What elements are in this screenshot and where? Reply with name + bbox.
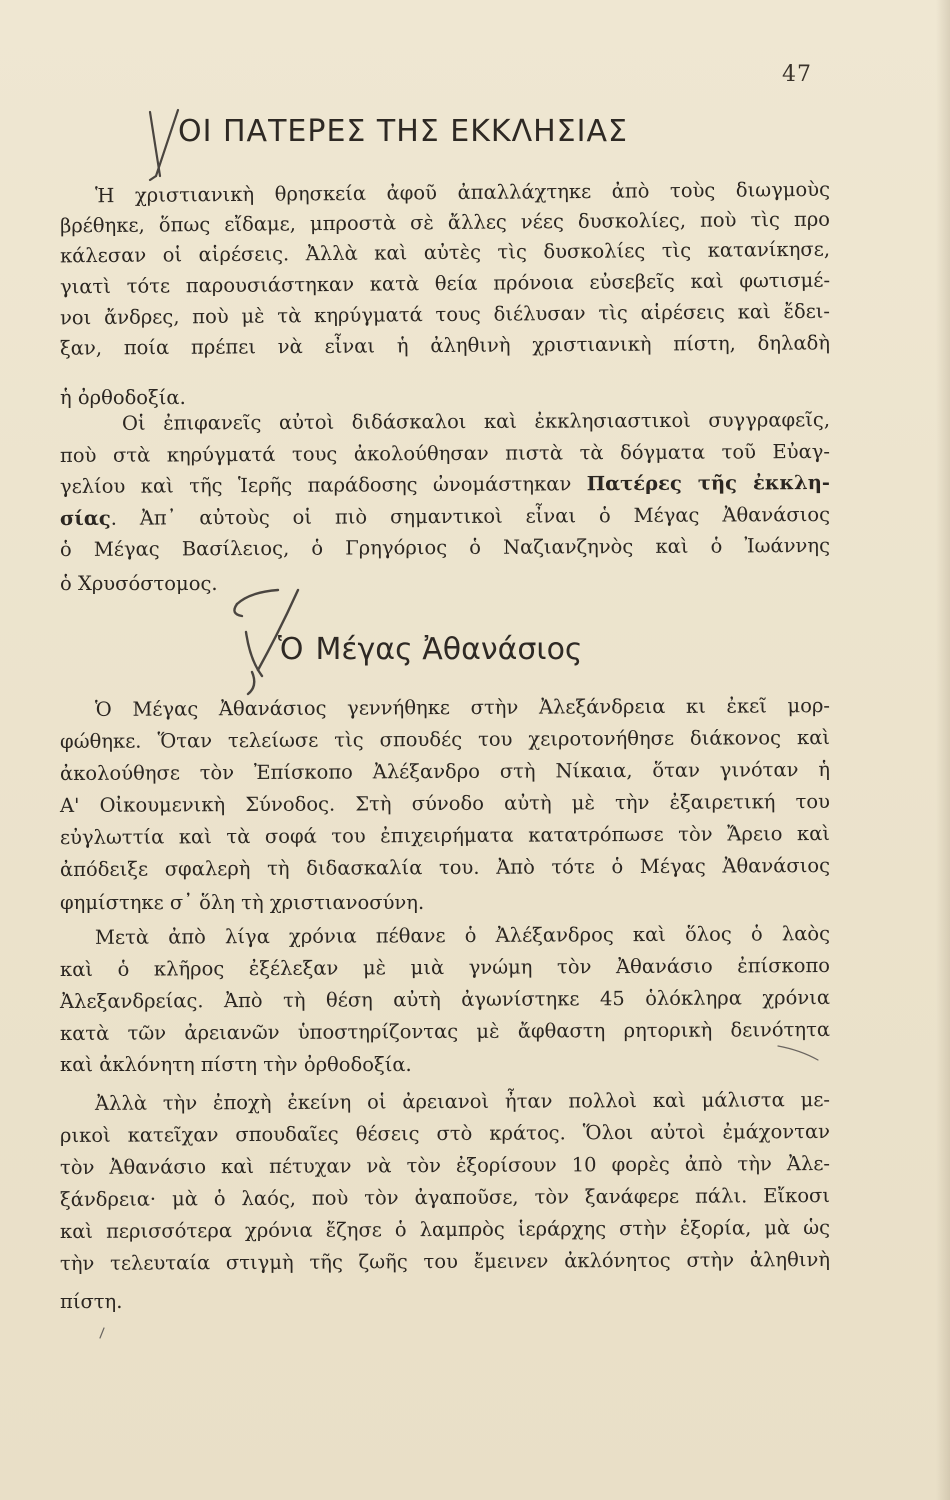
text-line: ποὺ στὰ κηρύγματά τους ἀκολούθησαν πιστὰ τὰ δόγματα τοῦ Εὐαγ-	[59, 439, 831, 468]
text-line: ὁ Χρυσόστομος.	[60, 572, 218, 595]
text-line: βρέθηκε, ὅπως εἴδαμε, μπροστὰ σὲ ἄλλες νέες δυσκολίες, ποὺ τὶς προ	[59, 207, 831, 238]
text-line: ρικοὶ κατεῖχαν σπουδαῖες θέσεις στὸ κράτος. Ὅλοι αὐτοὶ ἐμάχονταν	[59, 1119, 831, 1148]
bold-term-church: σίας	[59, 506, 111, 531]
text-line: ἡ ὀρθοδοξία.	[60, 386, 186, 409]
text-fragment: . Ἀπ᾿ αὐτοὺς οἱ πιὸ σημαντικοὶ εἶναι ὁ Μέγας Ἀθανάσιος	[110, 502, 831, 530]
text-line	[59, 470, 831, 499]
text-line: καὶ ἀκλόνητη πίστη τὴν ὀρθοδοξία.	[60, 1053, 412, 1076]
text-line: νοι ἄνδρες, ποὺ μὲ τὰ κηρύγματά τους διέλυσαν τὶς αἱρέσεις καὶ ἔδει-	[59, 299, 831, 330]
text-line: ξαν, ποία πρέπει νὰ εἶναι ἡ ἀληθινὴ χριστιανικὴ πίστη, δηλαδὴ	[59, 331, 831, 360]
text-line: Ἡ χριστιανικὴ θρησκεία ἀφοῦ ἀπαλλάχτηκε ἀπὸ τοὺς διωγμοὺς	[94, 177, 831, 208]
text-line: ἀπόδειξε σφαλερὴ τὴ διδασκαλία του. Ἀπὸ τότε ὁ Μέγας Ἀθανάσιος	[59, 853, 831, 882]
text-line	[59, 502, 831, 531]
text-line: φημίστηκε σ᾿ ὅλη τὴ χριστιανοσύνη.	[60, 891, 425, 914]
section-title-athanasius	[278, 632, 583, 667]
text-line: Ἀλλὰ τὴν ἐποχὴ ἐκείνη οἱ ἀρειανοὶ ἦταν πολλοὶ καὶ μάλιστα με-	[94, 1088, 831, 1115]
text-line: καὶ περισσότερα χρόνια ἔζησε ὁ λαμπρὸς ἱεράρχης στὴν ἐξορία, μὰ ὡς	[59, 1215, 831, 1244]
text-line: Α' Οἰκουμενικὴ Σύνοδος. Στὴ σύνοδο αὐτὴ μὲ τὴν ἐξαιρετική του	[59, 789, 831, 818]
text-line: κατὰ τῶν ἀρειανῶν ὑποστηρίζοντας μὲ ἄφθαστη ρητορικὴ δεινότητα	[59, 1017, 831, 1046]
title-rest: Μέγας Ἀθανάσιος	[315, 632, 583, 667]
text-line: φώθηκε. Ὅταν τελείωσε τὶς σπουδές του χειροτονήθησε διάκονος καὶ	[59, 725, 831, 754]
page-edge-shadow	[936, 0, 950, 1500]
text-line: κάλεσαν οἱ αἱρέσεις. Ἀλλὰ καὶ αὐτὲς τὶς δυσκολίες τὶς κατανίκησε,	[59, 237, 831, 268]
text-fragment: γελίου καὶ τῆς Ἱερῆς παράδοσης ὠνομάστηκαν	[59, 472, 587, 499]
text-line: ἀκολούθησε τὸν Ἐπίσκοπο Ἀλέξανδρο στὴ Νίκαια, ὅταν γινόταν ἡ	[59, 757, 831, 786]
page-number: 47	[782, 62, 812, 87]
text-line: εὐγλωττία καὶ τὰ σοφά του ἐπιχειρήματα κατατρόπωσε τὸν Ἄρειο καὶ	[59, 821, 831, 850]
text-line: τὸν Ἀθανάσιο καὶ πέτυχαν νὰ τὸν ἐξορίσουν 10 φορὲς ἀπὸ τὴν Ἀλε-	[59, 1151, 831, 1180]
text-line: ὁ Μέγας Βασίλειος, ὁ Γρηγόριος ὁ Ναζιανζηνὸς καὶ ὁ Ἰωάννης	[59, 533, 831, 562]
text-line: πίστη.	[60, 1290, 123, 1313]
text-line: τὴν τελευταία στιγμὴ τῆς ζωῆς του ἔμεινεν ἀκλόνητος στὴν ἀληθινὴ	[59, 1247, 831, 1276]
text-line: Ὁ Μέγας Ἀθανάσιος γεννήθηκε στὴν Ἀλεξάνδρεια κι ἐκεῖ μορ-	[94, 694, 831, 721]
pencil-mark-heading-1	[150, 110, 178, 180]
text-line: Οἱ ἐπιφανεῖς αὐτοὶ διδάσκαλοι καὶ ἐκκλησιαστικοὶ συγγραφεῖς,	[121, 408, 831, 435]
section-title-fathers: ΟΙ ΠΑΤΕΡΕΣ ΤΗΣ ΕΚΚΛΗΣΙΑΣ	[178, 114, 628, 149]
text-line: Ἀλεξανδρείας. Ἀπὸ τὴ θέση αὐτὴ ἀγωνίστηκε 45 ὁλόκληρα χρόνια	[59, 985, 831, 1014]
bold-term-fathers: Πατέρες τῆς ἐκκλη-	[586, 470, 831, 496]
text-line: Μετὰ ἀπὸ λίγα χρόνια πέθανε ὁ Ἀλέξανδρος καὶ ὅλος ὁ λαὸς	[94, 922, 831, 949]
text-line: γιατὶ τότε παρουσιάστηκαν κατὰ θεία πρόνοια εὐσεβεῖς καὶ φωτισμέ-	[59, 268, 831, 299]
text-line: καὶ ὁ κλῆρος ἐξέλεξαν μὲ μιὰ γνώμη τὸν Ἀθανάσιο ἐπίσκοπο	[59, 953, 831, 982]
title-initial: Ὁ	[278, 632, 304, 667]
text-line: ξάνδρεια· μὰ ὁ λαός, ποὺ τὸν ἀγαποῦσε, τὸν ξανάφερε πάλι. Εἴκοσι	[59, 1183, 831, 1212]
